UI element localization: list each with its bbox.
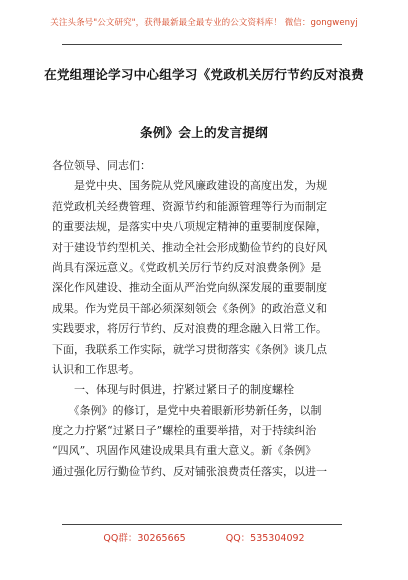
body-line: 《条例》的修订，是党中央着眼新形势新任务，以制	[52, 403, 322, 417]
section-heading: 一、体现与时俱进，拧紧过紧日子的制度螺栓	[52, 383, 294, 397]
body-line: 通过强化厉行勤俭节约、反对铺张浪费责任落实，以进一	[52, 464, 327, 478]
body-line: “四风”、巩固作风建设成果具有重大意义。新《条例》	[52, 444, 317, 458]
body-line: 范党政机关经费管理、资源节约和能源管理等行为而制定	[52, 199, 327, 213]
body-line: 各位领导、同志们：	[52, 159, 151, 172]
body-line: 是党中央、国务院从党风廉政建设的高度出发，为规	[52, 179, 327, 193]
body-line: 的重要法规，是落实中央八项规定精神的重要制度保障，	[52, 220, 327, 234]
header-divider	[62, 44, 342, 45]
body-line: 认识和工作思考。	[52, 362, 140, 376]
footer-divider	[62, 524, 342, 525]
body-line: 度之力拧紧“过紧日子”螺栓的重要举措，对于持续纠治	[52, 424, 317, 438]
header-banner	[0, 0, 408, 44]
body-line: 对于建设节约型机关、推动全社会形成勤俭节约的良好风	[52, 240, 327, 254]
body-line: 实践要求，将厉行节约、反对浪费的理念融入日常工作。	[52, 322, 327, 336]
body-line: 下面，我联系工作实际，就学习贯彻落实《条例》谈几点	[52, 342, 327, 356]
footer-qq-group: QQ群：30265665	[103, 533, 186, 544]
body-line: 成果。作为党员干部必须深刻领会《条例》的政治意义和	[52, 301, 327, 315]
document-title-line-1: 在党组理论学习中心组学习《党政机关厉行节约反对浪费	[44, 67, 364, 82]
header-banner-text: 关注头条号"公文研究"，获得最新最全最专业的公文资料库！ 微信：gongwenyj	[50, 18, 358, 28]
footer-qq-contact: QQ：535304092	[225, 533, 305, 544]
footer	[0, 530, 408, 550]
body-line: 深化作风建设、推动全面从严治党向纵深发展的重要制度	[52, 281, 327, 295]
document-body	[52, 156, 348, 482]
body-line: 尚具有深远意义。《党政机关厉行节约反对浪费条例》是	[52, 260, 322, 274]
document-title-line-2: 条例》会上的发言提纲	[140, 125, 268, 140]
